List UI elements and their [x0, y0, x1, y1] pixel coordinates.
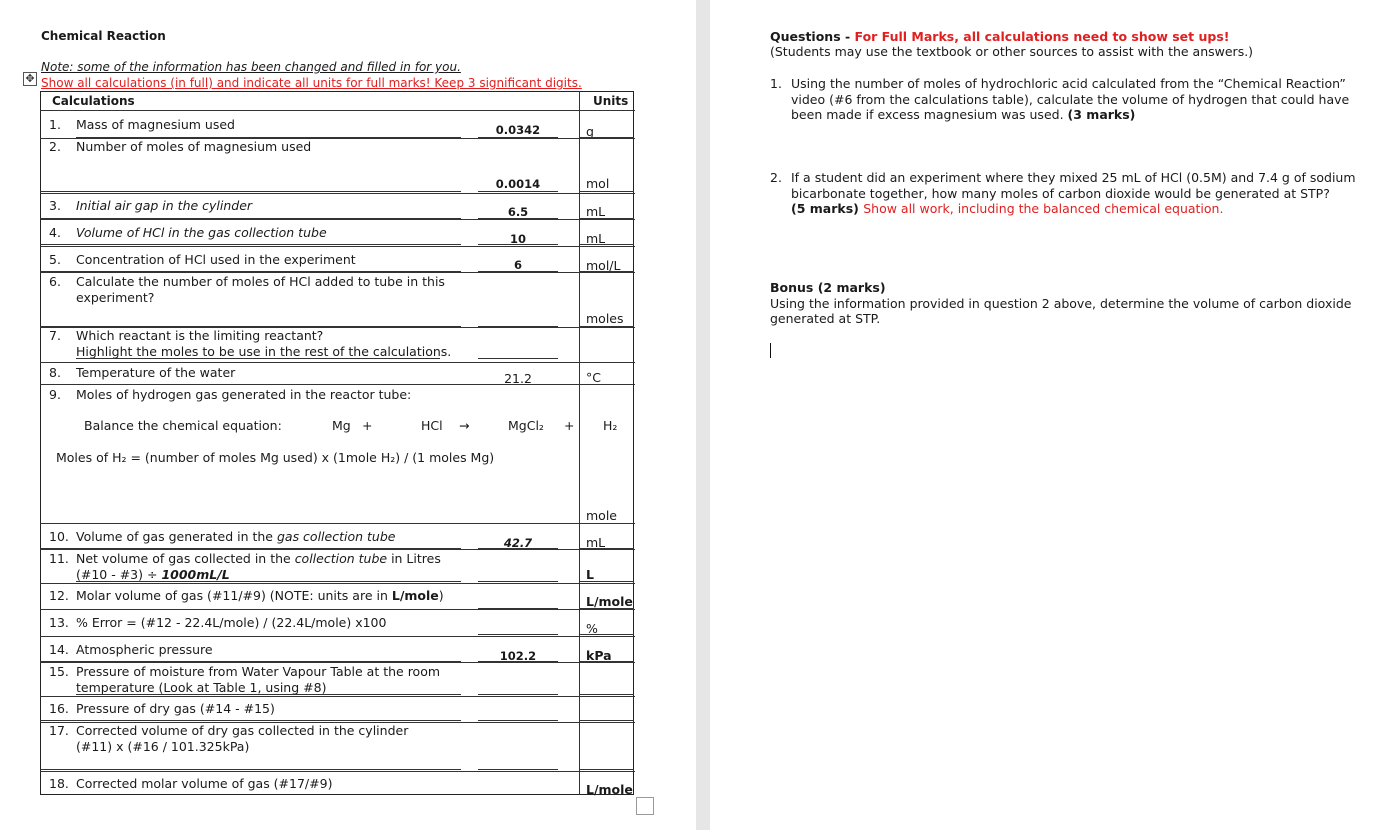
row-value[interactable]: 0.0342 — [495, 123, 541, 137]
unit-underline — [580, 581, 634, 582]
unit-underline — [580, 191, 634, 192]
row-divider — [40, 609, 635, 610]
row-number: 8. — [49, 365, 61, 380]
question-1: Using the number of moles of hydrochloric acid calculated from the “Chemical Reaction” video (#6 from the calculations table), calculate the volume of hydrogen that could have been made if excess magnesium was used. (3 marks) — [791, 76, 1350, 122]
label-underline — [40, 191, 461, 192]
row-label: Corrected volume of dry gas collected in the cylinder — [76, 723, 409, 738]
balance-equation-label: Balance the chemical equation: — [84, 418, 282, 433]
row-unit[interactable]: moles — [586, 311, 624, 326]
row-divider — [40, 362, 635, 363]
row-label-continued: temperature (Look at Table 1, using #8) — [76, 680, 327, 695]
label-underline — [76, 694, 461, 695]
row-value[interactable]: 21.2 — [504, 371, 532, 386]
row-number: 6. — [49, 274, 61, 289]
row-label: Which reactant is the limiting reactant? — [76, 328, 324, 343]
label-underline — [40, 769, 461, 770]
row-divider — [40, 193, 635, 194]
row-unit[interactable]: °C — [586, 370, 601, 385]
label-underline — [40, 244, 461, 245]
equation-plus: + — [564, 418, 575, 433]
note-text: Note: some of the information has been changed and filled in for you. — [41, 60, 461, 74]
row-unit[interactable]: g — [586, 124, 594, 139]
row-label: Pressure of moisture from Water Vapour Table at the room — [76, 664, 441, 679]
row-divider — [40, 549, 635, 550]
unit-underline[interactable] — [580, 769, 634, 770]
row-label-continued: Highlight the moles to be use in the rest of the calculations. — [76, 344, 452, 359]
row-unit[interactable]: mL — [586, 204, 606, 219]
row-label-continued: (#10 - #3) ÷ 1000mL/L — [76, 567, 230, 582]
equation-reactant-hcl: HCl — [421, 418, 443, 433]
row-unit[interactable]: mol/L — [586, 258, 621, 273]
value-underline[interactable] — [478, 581, 558, 582]
equation-product-mgcl2: MgCl₂ — [508, 418, 544, 433]
label-underline — [76, 358, 440, 359]
row-divider — [40, 696, 635, 697]
row-unit[interactable]: L — [586, 567, 594, 582]
row-number: 5. — [49, 252, 61, 267]
label-underline — [76, 581, 461, 582]
row-unit[interactable]: L/mole — [586, 782, 633, 797]
row-divider — [40, 523, 635, 524]
row-divider — [40, 246, 635, 247]
row-label: Pressure of dry gas (#14 - #15) — [76, 701, 275, 716]
label-underline — [40, 720, 461, 721]
row-label: Concentration of HCl used in the experiment — [76, 252, 356, 267]
row-label-continued: (#11) x (#16 / 101.325kPa) — [76, 739, 250, 754]
unit-underline[interactable] — [580, 694, 634, 695]
row-divider — [40, 272, 635, 273]
row-value[interactable]: 102.2 — [499, 649, 537, 663]
header-units: Units — [593, 94, 629, 108]
row-value[interactable]: 6 — [513, 258, 522, 272]
questions-heading: Questions - For Full Marks, all calculations need to show set ups! — [770, 29, 1230, 44]
page-gutter — [696, 0, 710, 830]
row-number: 12. — [49, 588, 69, 603]
row-number: 2. — [49, 139, 61, 154]
row-divider — [40, 583, 635, 584]
row-number: 7. — [49, 328, 61, 343]
table-move-handle-icon[interactable]: ✥ — [23, 72, 37, 86]
instruction-text: Show all calculations (in full) and indicate all units for full marks! Keep 3 significant digits. — [41, 76, 582, 90]
row-label: % Error = (#12 - 22.4L/mole) / (22.4L/mole) x100 — [76, 615, 387, 630]
row-number: 9. — [49, 387, 61, 402]
row-divider — [40, 219, 635, 220]
row-unit[interactable]: mL — [586, 231, 606, 246]
row-number: 14. — [49, 642, 69, 657]
row-label: Number of moles of magnesium used — [76, 139, 312, 154]
row-number: 13. — [49, 615, 69, 630]
equation-product-h2: H₂ — [603, 418, 618, 433]
row-label: Mass of magnesium used — [76, 117, 235, 132]
right-page — [710, 0, 1400, 830]
row-value[interactable]: 6.5 — [507, 205, 529, 219]
equation-reactant-mg: Mg — [332, 418, 351, 433]
question-1-number: 1. — [770, 76, 782, 91]
row-divider — [40, 662, 635, 663]
row-label-continued: experiment? — [76, 290, 155, 305]
row-label: Calculate the number of moles of HCl added to tube in this — [76, 274, 445, 289]
header-underline — [580, 110, 634, 111]
value-underline[interactable] — [478, 769, 558, 770]
row-divider — [40, 384, 635, 385]
row-unit[interactable]: mole — [586, 508, 617, 523]
row-divider — [40, 636, 635, 637]
unit-underline — [580, 244, 634, 245]
document-title: Chemical Reaction — [41, 29, 166, 43]
equation-arrow-icon: → — [459, 418, 470, 433]
equation-plus: + — [362, 418, 373, 433]
row-label: Net volume of gas collected in the collection tube in Litres — [76, 551, 441, 566]
row-label: Initial air gap in the cylinder — [76, 198, 253, 213]
question-2: If a student did an experiment where they mixed 25 mL of HCl (0.5M) and 7.4 g of sodium bicarbonate together, how many moles of carbon dioxide would be generated at STP? (5 marks) Show all work, including the balanced chemical equation. — [791, 170, 1356, 216]
row-number: 1. — [49, 117, 61, 132]
header-calculations: Calculations — [52, 94, 135, 108]
row-number: 17. — [49, 723, 69, 738]
row-value[interactable]: 0.0014 — [495, 177, 541, 191]
row-number: 16. — [49, 701, 69, 716]
row-divider — [40, 771, 635, 772]
row-label: Corrected molar volume of gas (#17/#9) — [76, 776, 333, 791]
row-label: Volume of HCl in the gas collection tube — [76, 225, 327, 240]
row-divider — [40, 110, 635, 111]
row-number: 18. — [49, 776, 69, 791]
units-column-divider — [579, 91, 580, 795]
row-number: 10. — [49, 529, 69, 544]
value-underline — [478, 191, 558, 192]
value-underline — [478, 244, 558, 245]
value-underline[interactable] — [478, 358, 558, 359]
text-cursor[interactable] — [770, 343, 771, 358]
row-number: 11. — [49, 551, 69, 566]
row-label: Molar volume of gas (#11/#9) (NOTE: units are in L/mole) — [76, 588, 444, 603]
table-resize-handle-icon[interactable] — [636, 797, 654, 815]
row-unit[interactable]: mL — [586, 535, 606, 550]
moles-h2-formula: Moles of H₂ = (number of moles Mg used) x (1mole H₂) / (1 moles Mg) — [56, 450, 495, 465]
value-underline[interactable] — [478, 720, 558, 721]
row-number: 15. — [49, 664, 69, 679]
row-number: 3. — [49, 198, 61, 213]
row-value[interactable]: 10 — [509, 232, 526, 246]
row-value[interactable]: 42.7 — [503, 536, 533, 550]
unit-underline[interactable] — [580, 720, 634, 721]
value-underline[interactable] — [478, 694, 558, 695]
row-label: Moles of hydrogen gas generated in the reactor tube: — [76, 387, 412, 402]
question-2-number: 2. — [770, 170, 782, 185]
row-label: Volume of gas generated in the gas collection tube — [76, 529, 396, 544]
value-underline[interactable] — [478, 634, 558, 635]
row-unit[interactable]: L/mole — [586, 594, 633, 609]
row-number: 4. — [49, 225, 61, 240]
unit-underline — [580, 634, 634, 635]
row-unit[interactable]: % — [586, 621, 598, 636]
row-label: Atmospheric pressure — [76, 642, 213, 657]
questions-subtitle: (Students may use the textbook or other sources to assist with the answers.) — [770, 44, 1254, 59]
row-unit[interactable]: mol — [586, 176, 610, 191]
row-label: Temperature of the water — [76, 365, 236, 380]
row-unit[interactable]: kPa — [586, 648, 612, 663]
bonus-question: Bonus (2 marks) Using the information provided in question 2 above, determine the volume of carbon dioxide generated at STP. — [770, 280, 1352, 326]
